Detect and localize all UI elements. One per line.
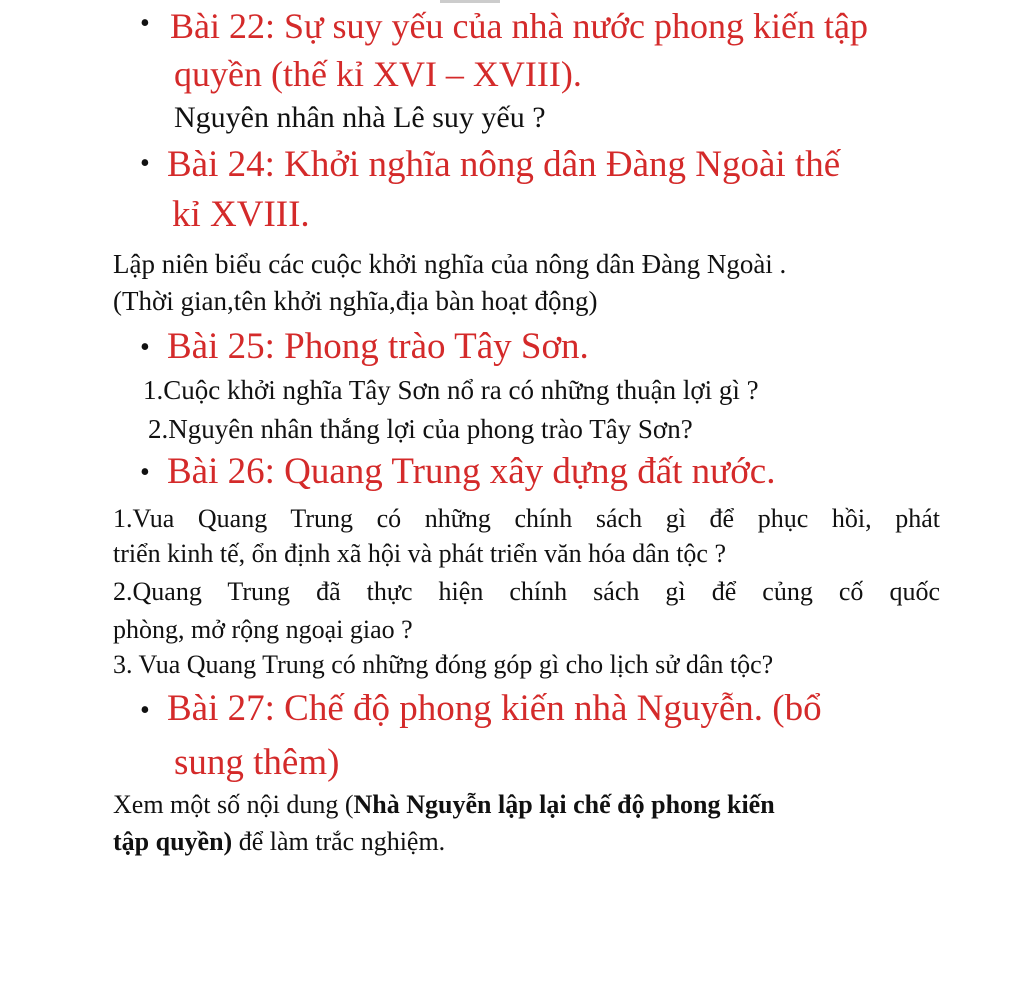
heading-bai-27-line2: sung thêm) (174, 742, 340, 783)
heading-bai-22-line1: Bài 22: Sự suy yếu của nhà nước phong kiến tập (170, 6, 868, 46)
question-bai-26-2b: phòng, mở rộng ngoại giao ? (113, 615, 413, 644)
note-bold-part1: Nhà Nguyễn lập lại chế độ phong kiến (353, 790, 775, 819)
cropped-text-fragment (440, 0, 500, 3)
bullet-icon: • (140, 148, 150, 179)
heading-bai-22-line2: quyền (thế kỉ XVI – XVIII). (174, 54, 582, 94)
question-bai-24-2: (Thời gian,tên khởi nghĩa,địa bàn hoạt động) (113, 286, 598, 316)
heading-bai-27-line1: Bài 27: Chế độ phong kiến nhà Nguyễn. (bổ (167, 688, 822, 729)
question-bai-26-2a: 2.Quang Trung đã thực hiện chính sách gì để củng cố quốc (113, 577, 940, 606)
heading-bai-24-line1: Bài 24: Khởi nghĩa nông dân Đàng Ngoài thế (167, 144, 841, 185)
bullet-icon: • (140, 695, 150, 726)
note-bold-part2: tập quyền) (113, 827, 233, 856)
question-bai-25-2: 2.Nguyên nhân thắng lợi của phong trào Tây Sơn? (148, 414, 693, 444)
question-bai-26-1b: triển kinh tế, ổn định xã hội và phát triển văn hóa dân tộc ? (113, 539, 726, 568)
question-bai-24-1: Lập niên biểu các cuộc khởi nghĩa của nông dân Đàng Ngoài . (113, 249, 787, 279)
question-bai-22-1: Nguyên nhân nhà Lê suy yếu ? (174, 101, 546, 134)
heading-bai-26: Bài 26: Quang Trung xây dựng đất nước. (167, 451, 776, 492)
question-bai-26-3: 3. Vua Quang Trung có những đóng góp gì cho lịch sử dân tộc? (113, 650, 774, 679)
bullet-icon: • (140, 8, 150, 39)
question-bai-25-1: 1.Cuộc khởi nghĩa Tây Sơn nổ ra có những thuận lợi gì ? (143, 375, 759, 405)
note-prefix: Xem một số nội dung ( (113, 790, 354, 819)
bullet-icon: • (140, 332, 150, 363)
heading-bai-25: Bài 25: Phong trào Tây Sơn. (167, 326, 589, 367)
question-bai-26-1a: 1.Vua Quang Trung có những chính sách gì để phục hồi, phát (113, 504, 940, 533)
note-bai-27-line2 (113, 829, 445, 855)
note-suffix: để làm trắc nghiệm. (232, 827, 446, 856)
note-bai-27-line1 (113, 792, 775, 818)
bullet-icon: • (140, 457, 150, 488)
heading-bai-24-line2: kỉ XVIII. (172, 194, 310, 235)
